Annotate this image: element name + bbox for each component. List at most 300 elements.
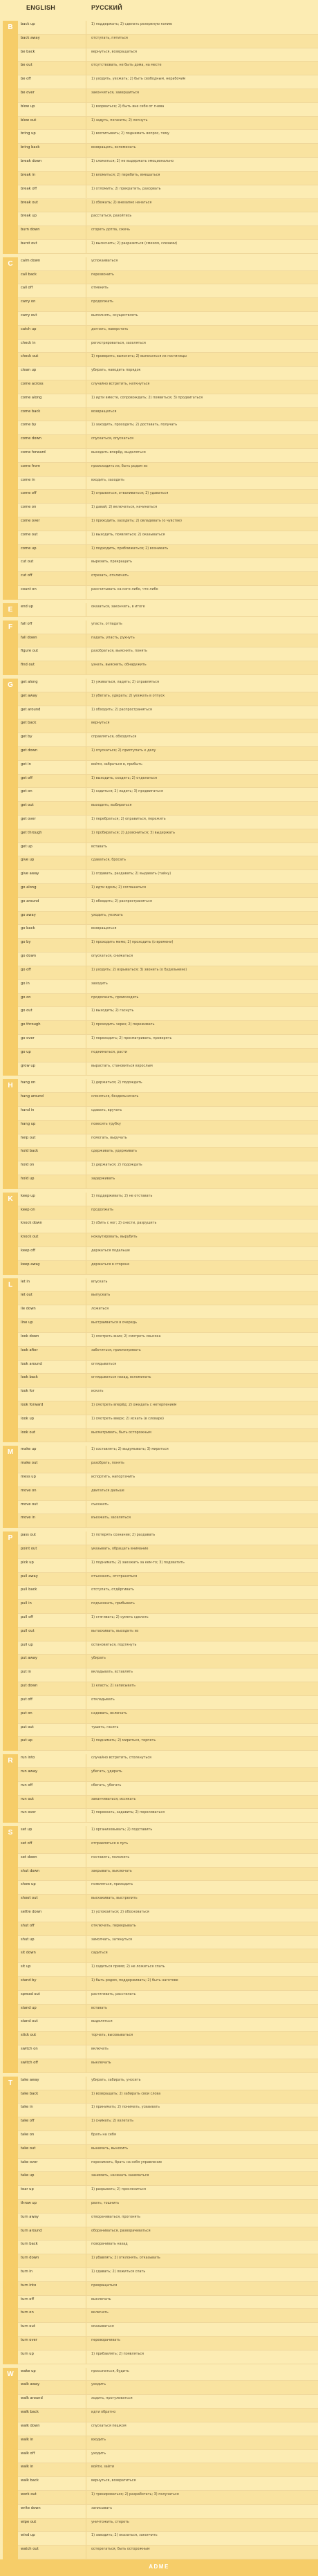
phrasal-verb: knock down [21, 1221, 42, 1226]
list-item [18, 130, 318, 144]
list-item [18, 2131, 318, 2145]
list-item [18, 620, 318, 634]
list-item [18, 1446, 318, 1460]
phrasal-verb: make out [21, 1461, 38, 1466]
translation: отрезать, отключать [91, 573, 129, 578]
phrasal-verb: check out [21, 354, 39, 359]
phrasal-verb: watch out [21, 2547, 39, 2552]
phrasal-verb: turn off [21, 2297, 35, 2301]
phrasal-verb: take out [21, 2146, 36, 2151]
list-item [18, 2309, 318, 2323]
list-item [18, 340, 318, 353]
phrasal-verb: take in [21, 2105, 33, 2110]
list-item [18, 994, 318, 1008]
list-item [18, 48, 318, 62]
phrasal-verb: get along [21, 679, 38, 684]
translation: 1) поднимать; 2) мириться, терпеть [91, 1738, 156, 1743]
phrasal-verb: break up [21, 214, 37, 219]
translation: просыпаться, будить [91, 2368, 129, 2373]
translation: вырастать, становиться взрослым [91, 1063, 153, 1068]
list-item [18, 1161, 318, 1175]
translation: продолжать [91, 300, 113, 304]
list-item [18, 2268, 318, 2282]
translation: догнать, наверстать [91, 326, 129, 331]
list-item [18, 1347, 318, 1361]
phrasal-verb: fall down [21, 635, 37, 640]
phrasal-verb: shut down [21, 1868, 39, 1873]
list-item [18, 463, 318, 477]
phrasal-verb: pick up [21, 1560, 34, 1565]
phrasal-verb: run into [21, 1756, 35, 1760]
phrasal-verb: get back [21, 721, 37, 726]
list-item [18, 1668, 318, 1682]
phrasal-verb: go along [21, 885, 37, 890]
translation: вставать [91, 844, 108, 849]
phrasal-verb: get in [21, 762, 31, 766]
list-item [18, 1121, 318, 1134]
list-item [18, 2532, 318, 2546]
list-item [18, 1134, 318, 1148]
translation: включать [91, 2310, 109, 2315]
translation: выскакивать, выстрелить [91, 1896, 138, 1901]
translation: 1) переходить; 2) просматривать, проверять [91, 1036, 172, 1040]
list-item [18, 326, 318, 340]
translation: 1) выходить; 2) гаснуть [91, 1009, 134, 1013]
section-letter: T [8, 2079, 13, 2087]
list-item [18, 2018, 318, 2032]
translation: 1) идти вдоль; 2) соглашаться [91, 885, 146, 890]
phrasal-verb: calm down [21, 258, 41, 263]
list-item [18, 939, 318, 953]
list-item [18, 1429, 318, 1443]
list-item [18, 661, 318, 675]
phrasal-verb: get through [21, 830, 42, 835]
phrasal-verb: sit down [21, 1951, 36, 1956]
phrasal-verb: keep up [21, 1193, 35, 1198]
phrasal-verb: come back [21, 409, 41, 414]
list-item [18, 747, 318, 761]
translation: поставить, положить [91, 1855, 130, 1859]
phrasal-verb: make up [21, 1447, 37, 1452]
list-item [18, 284, 318, 298]
list-item [18, 531, 318, 545]
translation: выходить вперёд, выделяться [91, 450, 146, 455]
phrasal-verb: move on [21, 1488, 37, 1493]
translation: убирать, наводить порядок [91, 368, 141, 373]
phrasal-verb: let out [21, 1293, 32, 1298]
list-item [18, 586, 318, 600]
translation: спускаться, опускаться [91, 436, 133, 441]
list-item [18, 1963, 318, 1977]
phrasal-verb: come up [21, 546, 37, 551]
phrasal-verb: shut up [21, 1937, 35, 1942]
list-item [18, 1261, 318, 1275]
translation: ложиться [91, 1307, 109, 1312]
list-item [18, 775, 318, 789]
list-item [18, 1107, 318, 1121]
list-item [18, 558, 318, 572]
translation: брать на себя [91, 2132, 116, 2137]
translation: 1) вломиться; 2) перебить, вмешаться [91, 172, 160, 177]
list-item [18, 312, 318, 326]
list-item [18, 719, 318, 733]
translation: выходить, выбираться [91, 803, 132, 808]
list-item [18, 966, 318, 980]
phrasal-verb: knock out [21, 1235, 39, 1240]
letter-marker [3, 257, 18, 600]
list-item [18, 898, 318, 912]
phrasal-verb: let in [21, 1279, 30, 1284]
list-item [18, 2395, 318, 2409]
translation: 1) держаться; 2) подождать [91, 1163, 142, 1168]
phrasal-verb: wind up [21, 2533, 35, 2538]
phrasal-verb: keep away [21, 1262, 40, 1267]
list-item [18, 1093, 318, 1107]
list-item [18, 2059, 318, 2073]
translation: отворачиваться, прогонять [91, 2214, 140, 2219]
phrasal-verb: blow out [21, 118, 37, 122]
list-item [18, 2337, 318, 2350]
phrasal-verb: spread out [21, 1991, 40, 1996]
translation: выключать [91, 2060, 111, 2065]
phrasal-verb: go out [21, 1009, 32, 1013]
section-letter: C [8, 259, 13, 268]
translation: войти, зайти [91, 2465, 114, 2469]
translation: продолжать, происходить [91, 995, 139, 1000]
list-item [18, 1531, 318, 1545]
phrasal-verb: turn around [21, 2228, 42, 2233]
phrasal-verb: go away [21, 912, 36, 917]
list-item [18, 517, 318, 531]
translation: вкладывать, вставлять [91, 1670, 133, 1675]
phrasal-verb: line up [21, 1321, 33, 1325]
translation: 1) проходить мимо; 2) проходить (о времени) [91, 940, 174, 945]
list-item [18, 1573, 318, 1587]
translation: 1) задуть, погасить; 2) лопнуть [91, 118, 148, 122]
list-item [18, 2045, 318, 2059]
list-item [18, 1826, 318, 1840]
phrasal-verb: stand by [21, 1978, 37, 1983]
translation: откладывать [91, 1697, 115, 1702]
list-item [18, 1333, 318, 1347]
translation: 1) садиться; 2) ладить; 3) продвигаться [91, 789, 163, 794]
translation: 1) сдавать; 2) ложиться спать [91, 2270, 146, 2274]
section-letter: M [7, 1448, 14, 1457]
list-item [18, 1278, 318, 1292]
translation: 1) перебраться; 2) оправиться, пережить [91, 817, 166, 822]
phrasal-verb: come across [21, 381, 44, 386]
translation: уничтожить, стереть [91, 2519, 129, 2524]
list-item [18, 2436, 318, 2450]
translation: оборачиваться, разворачиваться [91, 2228, 151, 2233]
letter-marker [3, 1531, 18, 1751]
translation: превращаться [91, 2283, 118, 2288]
list-item [18, 2145, 318, 2159]
translation: 1) принимать; 2) понимать, усваивать [91, 2105, 160, 2110]
phrasal-verb: cut out [21, 560, 34, 564]
phrasal-verb: take away [21, 2077, 39, 2082]
list-item [18, 1754, 318, 1768]
translation: садиться [91, 1951, 108, 1956]
phrasal-verb: get around [21, 707, 41, 712]
translation: 1) убавлять; 2) отклонять, отказывать [91, 2256, 160, 2261]
translation: 1) прибавлять; 2) появляться [91, 2351, 144, 2356]
phrasal-verb: move in [21, 1516, 35, 1520]
list-item [18, 733, 318, 747]
phrasal-verb: pull off [21, 1615, 33, 1620]
list-item [18, 2254, 318, 2268]
translation: 1) класть; 2) записывать [91, 1684, 135, 1689]
list-item [18, 408, 318, 422]
phrasal-verb: go in [21, 981, 30, 986]
translation: вынимать, выносить [91, 2146, 129, 2151]
translation: 1) обходить; 2) распространяться [91, 899, 152, 903]
phrasal-verb: call off [21, 286, 33, 291]
phrasal-verb: move out [21, 1502, 38, 1507]
translation: повесить трубку [91, 1121, 121, 1126]
phrasal-verb: walk back [21, 2478, 39, 2483]
list-item [18, 856, 318, 870]
phrasal-verb: walk in [21, 2437, 34, 2442]
list-item [18, 490, 318, 504]
translation: 1) отдавать, раздавать; 2) выдавать (тайну) [91, 872, 171, 876]
phrasal-verb: pull back [21, 1588, 37, 1592]
translation: отправляться в путь [91, 1841, 129, 1846]
translation: закончиться, завершиться [91, 91, 139, 95]
list-item [18, 1782, 318, 1796]
phrasal-verb: break in [21, 172, 36, 177]
section-letter: P [8, 1534, 13, 1543]
phrasal-verb: get by [21, 735, 32, 739]
list-item [18, 1881, 318, 1895]
list-item [18, 1936, 318, 1950]
phrasal-verb: go back [21, 926, 35, 931]
phrasal-verb: give away [21, 872, 39, 876]
phrasal-verb: come from [21, 463, 40, 468]
phrasal-verb: turn down [21, 2256, 39, 2261]
phrasal-verb: go down [21, 954, 37, 959]
letter-marker [3, 1826, 18, 2073]
list-item [18, 2104, 318, 2117]
section-letter: F [8, 623, 13, 631]
list-item [18, 2241, 318, 2254]
translation: оказаться, закончить, в итоге [91, 604, 145, 609]
phrasal-verb: bring up [21, 131, 36, 136]
translation: 1) сбить с ног; 2) снести, разрушить [91, 1221, 157, 1226]
phrasal-verb: look forward [21, 1402, 44, 1407]
phrasal-verb: cut off [21, 573, 32, 578]
translation: вырезать, прекращать [91, 560, 132, 564]
list-item [18, 1908, 318, 1922]
translation: разобрать, понять [91, 1461, 124, 1466]
phrasal-verb: back up [21, 22, 35, 26]
list-item [18, 199, 318, 213]
phrasal-verb: break out [21, 200, 38, 205]
phrasal-verb: back away [21, 35, 40, 40]
letter-marker [3, 679, 18, 1076]
translation: 1) обходить; 2) распространяться [91, 707, 152, 712]
section-letter: B [8, 24, 13, 31]
translation: упасть, отпадать [91, 621, 122, 626]
list-item [18, 1991, 318, 2005]
phrasal-verb: count on [21, 587, 37, 592]
phrasal-verb: look around [21, 1361, 42, 1366]
translation: регистрироваться, заселяться [91, 340, 146, 345]
translation: 1) пробираться; 2) дозвониться; 3) выдержать [91, 830, 176, 835]
list-item [18, 185, 318, 199]
brand-logo: ADME [149, 2564, 169, 2570]
translation: оказываться [91, 2324, 114, 2329]
translation: 1) поддерживать; 2) не отставать [91, 1193, 153, 1198]
translation: опускаться, снижаться [91, 954, 133, 959]
list-item [18, 1233, 318, 1247]
translation: 1) сбежать; 2) внезапно начаться [91, 200, 152, 205]
translation: замолчать, заткнуться [91, 1937, 132, 1942]
list-item [18, 2546, 318, 2559]
list-item [18, 692, 318, 706]
translation: торчать, высовываться [91, 2033, 133, 2038]
letter-marker [3, 1446, 18, 1528]
list-item [18, 1206, 318, 1220]
phrasal-verb: throw up [21, 2200, 37, 2205]
phrasal-verb: go up [21, 1049, 31, 1054]
phrasal-verb: go off [21, 967, 31, 972]
phrasal-verb: write down [21, 2505, 41, 2510]
phrasal-verb: come by [21, 423, 37, 427]
translation: отменить [91, 286, 109, 291]
letter-section [0, 679, 318, 1076]
phrasal-verb: get over [21, 817, 36, 822]
translation: случайно встретить, столкнуться [91, 1756, 151, 1760]
phrasal-verb: mess up [21, 1474, 36, 1479]
translation: 1) уходить, уезжать; 2) быть свободным, нерабочим [91, 77, 186, 82]
translation: 1) разрывать; 2) прослезиться [91, 2187, 146, 2192]
list-item [18, 1854, 318, 1868]
list-item [18, 2227, 318, 2241]
list-item [18, 1049, 318, 1062]
translation: появляться, приходить [91, 1882, 133, 1887]
translation: возвращать, вспоминать [91, 145, 136, 150]
translation: 1) успокоиться; 2) обосноваться [91, 1910, 149, 1915]
letter-section [0, 620, 318, 675]
phrasal-verb: turn up [21, 2351, 34, 2356]
list-item [18, 1388, 318, 1401]
list-item [18, 75, 318, 89]
phrasal-verb: get away [21, 693, 37, 698]
phrasal-verb: put in [21, 1670, 31, 1675]
phrasal-verb: burst out [21, 241, 37, 246]
list-item [18, 158, 318, 172]
phrasal-verb: walk in [21, 2465, 34, 2469]
phrasal-verb: look out [21, 1430, 35, 1435]
list-item [18, 1696, 318, 1710]
translation: записывать [91, 2505, 113, 2510]
letter-marker [3, 2077, 18, 2364]
translation: сдаваться, бросать [91, 858, 126, 863]
list-item [18, 2186, 318, 2200]
list-item [18, 572, 318, 586]
list-item [18, 706, 318, 720]
list-item [18, 912, 318, 926]
list-item [18, 1247, 318, 1261]
phrasal-verb: pull up [21, 1642, 33, 1647]
translation: убирать [91, 1656, 106, 1661]
list-item [18, 980, 318, 994]
phrasal-verb: go through [21, 1022, 41, 1027]
list-item [18, 2214, 318, 2227]
translation: 1) переехать, задавить; 2) переливаться [91, 1810, 165, 1815]
phrasal-verb: show up [21, 1882, 36, 1887]
list-item [18, 1473, 318, 1487]
translation: впускать [91, 1279, 108, 1284]
list-item [18, 2323, 318, 2337]
phrasal-verb: check in [21, 340, 36, 345]
list-item [18, 21, 318, 35]
translation: вставать [91, 2005, 108, 2010]
list-item [18, 761, 318, 775]
phrasal-verb: stand up [21, 2005, 37, 2010]
phrasal-verb: work out [21, 2492, 37, 2496]
translation: держаться подальше [91, 1249, 130, 1253]
list-item [18, 2409, 318, 2422]
translation: отступать, пятиться [91, 35, 128, 40]
translation: тушить, гасить [91, 1724, 119, 1729]
list-item [18, 1710, 318, 1724]
letter-section [0, 1826, 318, 2073]
phrasal-verb: take back [21, 2091, 39, 2096]
letter-section [0, 1278, 318, 1443]
phrasal-verb: carry on [21, 300, 36, 304]
phrasal-verb: take over [21, 2160, 38, 2164]
phrasal-verb: settle down [21, 1910, 42, 1915]
phrasal-verb: turn back [21, 2242, 38, 2247]
phrasal-verb: set up [21, 1828, 32, 1832]
phrasal-verb: be out [21, 63, 32, 68]
list-item [18, 1628, 318, 1641]
translation: 1) организовывать; 2) подставить [91, 1828, 153, 1832]
phrasal-verb: put away [21, 1656, 37, 1661]
list-item [18, 1796, 318, 1810]
list-item [18, 226, 318, 240]
translation: задерживать [91, 1177, 115, 1181]
translation: занимать, начинать заниматься [91, 2173, 149, 2178]
phrasal-verb: give up [21, 858, 35, 863]
letter-marker [3, 620, 18, 675]
translation: перенимать, брать на себя управление [91, 2160, 162, 2164]
list-item [18, 1305, 318, 1319]
list-item [18, 1559, 318, 1573]
list-item [18, 504, 318, 517]
translation: сдавать, вручать [91, 1107, 122, 1112]
translation: 1) тренироваться; 2) разработать; 3) получаться [91, 2492, 179, 2496]
translation: 1) держаться; 2) подождать [91, 1080, 142, 1085]
translation: нокаутировать, вырубить [91, 1235, 138, 1240]
translation: рвать, тошнить [91, 2200, 120, 2205]
phrasal-verb: take up [21, 2173, 35, 2178]
phrasal-verb: keep off [21, 1249, 35, 1253]
list-item [18, 1895, 318, 1908]
list-item [18, 1035, 318, 1049]
phrasal-verb: point out [21, 1547, 37, 1552]
list-item [18, 1291, 318, 1305]
list-item [18, 2350, 318, 2364]
translation: остановиться, подтянуть [91, 1642, 137, 1647]
letter-section [0, 1531, 318, 1751]
list-item [18, 1655, 318, 1668]
translation: вернуться [91, 721, 110, 726]
phrasal-verb: hang up [21, 1121, 36, 1126]
translation: 1) выходить, сходить; 2) отделаться [91, 775, 157, 780]
